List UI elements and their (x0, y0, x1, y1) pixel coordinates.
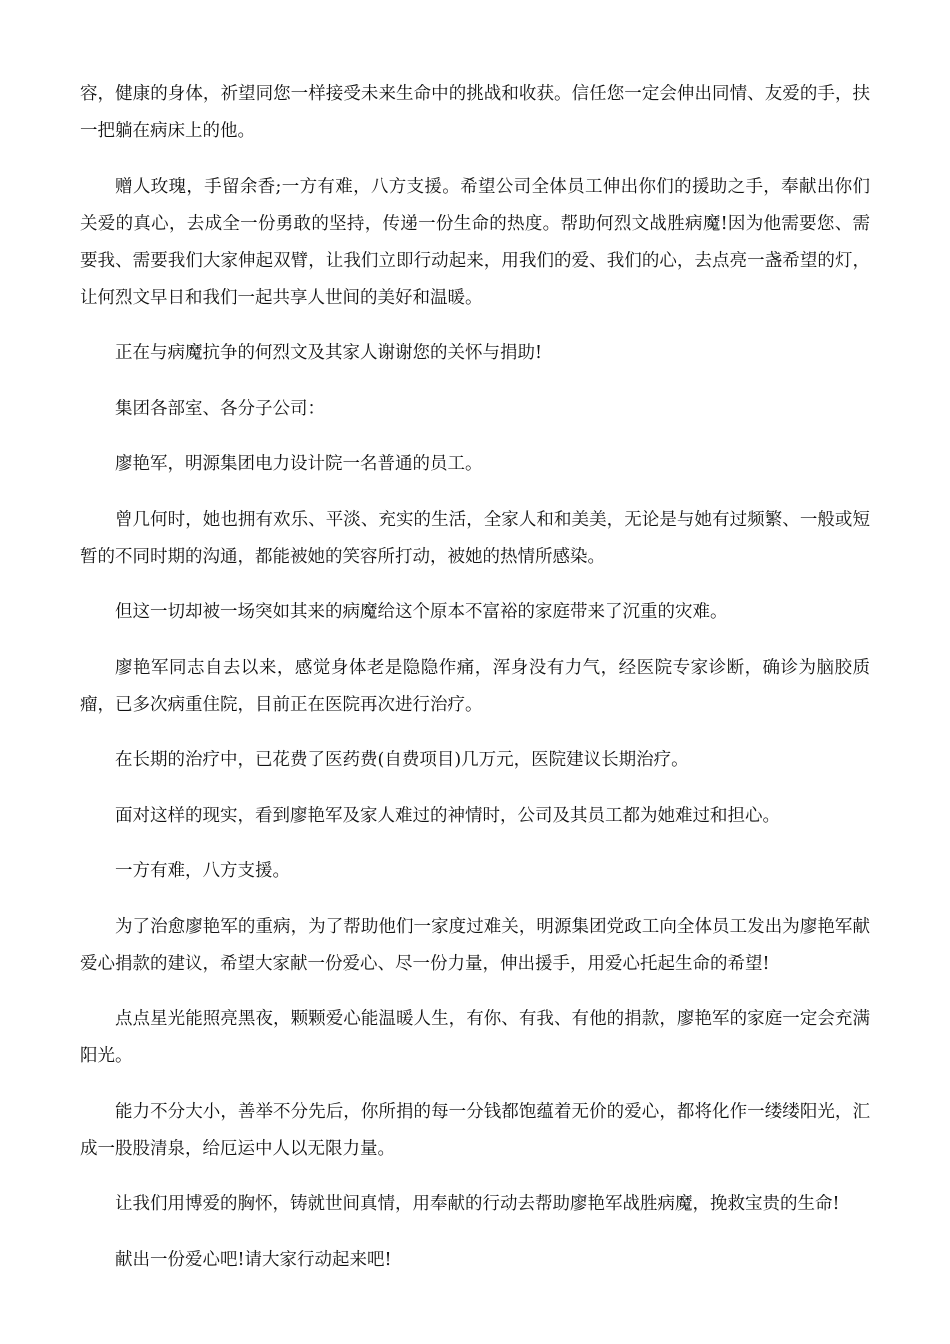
paragraph-intro: 廖艳军，明源集团电力设计院一名普通的员工。 (115, 454, 483, 474)
paragraph-salutation: 集团各部室、各分子公司： (115, 398, 325, 419)
paragraph-thanks: 正在与病魔抗争的何烈文及其家人谢谢您的关怀与捐助! (115, 343, 543, 363)
paragraph-proposal: 为了治愈廖艳军的重病，为了帮助他们一家度过难关，明源集团党政工向全体员工发出为廖艳军献爱心捐款的建议，希望大家献一份爱心、尽一份力量，伸出援手，用爱心托起生命的希望! (80, 916, 870, 974)
paragraph-ability: 能力不分大小，善举不分先后，你所捐的每一分钱都饱蕴着无价的爱心，都将化作一缕缕阳光，汇成一股股清泉，给厄运中人以无限力量。 (80, 1101, 870, 1159)
paragraph-disaster: 但这一切却被一场突如其来的病魔给这个原本不富裕的家庭带来了沉重的灾难。 (115, 602, 728, 622)
paragraph-concern: 面对这样的现实，看到廖艳军及家人难过的神情时，公司及其员工都为她难过和担心。 (115, 805, 780, 826)
paragraph-support: 一方有难，八方支援。 (115, 861, 290, 881)
paragraph-expenses: 在长期的治疗中，已花费了医药费(自费项目)几万元，医院建议长期治疗。 (115, 750, 689, 770)
paragraph-continuation: 容，健康的身体，祈望同您一样接受未来生命中的挑战和收获。信任您一定会伸出同情、友爱的手，扶一把躺在病床上的他。 (80, 84, 870, 141)
paragraph-starlight: 点点星光能照亮黑夜，颗颗爱心能温暖人生，有你、有我、有他的捐款，廖艳军的家庭一定会充满阳光。 (80, 1009, 870, 1066)
paragraph-roses: 赠人玫瑰，手留余香;一方有难，八方支援。希望公司全体员工伸出你们的援助之手，奉献出你们关爱的真心，去成全一份勇敢的坚持，传递一份生命的热度。帮助何烈文战胜病魔!因为他需要您、需要我、需要我们大家伸起双臂，让我们立即行动起来，用我们的爱、我们的心，去点亮一盏希望的灯，让何烈文早日和我们一起共享人世间的美好和温暖。 (80, 176, 870, 308)
paragraph-closing: 献出一份爱心吧!请大家行动起来吧! (115, 1249, 392, 1270)
paragraph-diagnosis: 廖艳军同志自去以来，感觉身体老是隐隐作痛，浑身没有力气，经医院专家诊断，确诊为脑胶质瘤，已多次病重住院，目前正在医院再次进行治疗。 (80, 657, 870, 715)
paragraph-past-life: 曾几何时，她也拥有欢乐、平淡、充实的生活，全家人和和美美，无论是与她有过频繁、一般或短暂的不同时期的沟通，都能被她的笑容所打动，被她的热情所感染。 (80, 509, 870, 567)
paragraph-appeal: 让我们用博爱的胸怀，铸就世间真情，用奉献的行动去帮助廖艳军战胜病魔，挽救宝贵的生命! (115, 1194, 840, 1214)
document-page (80, 76, 870, 1297)
